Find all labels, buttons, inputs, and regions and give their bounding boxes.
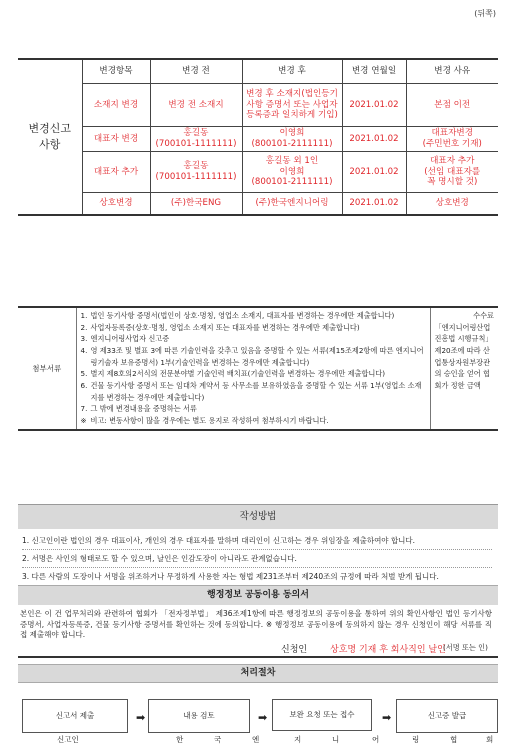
actor-char: 협 xyxy=(450,735,458,744)
actor-char: 회 xyxy=(486,735,494,744)
header-date: 변경 연월일 xyxy=(342,59,406,84)
table-row xyxy=(18,152,498,193)
writing-method-title: 작성방법 xyxy=(18,504,498,529)
actor-char: 지 xyxy=(294,735,302,744)
list-item: 1. 법인 등기사항 증명서(법인이 상호·명칭, 영업소 소재지, 대표자를 변경하는 경우에만 제출합니다) xyxy=(80,311,395,320)
reason-cell: 상호변경 xyxy=(406,193,498,216)
table-row xyxy=(18,84,498,127)
date-cell: 2021.01.02 xyxy=(342,84,406,127)
signer-suffix: (서명 또는 인) xyxy=(443,643,488,652)
before-cell: (주)한국ENG xyxy=(150,193,242,216)
actor-applicant: 신고인 xyxy=(57,735,79,744)
list-item: 4. 영 제33조 및 별표 3에 따른 기술인력을 갖추고 있음을 증명할 수 있는 서류(제15조제2항에 따른 엔지니어링기술자 보유증명서) 1부(기술인력을 변경하는 경우에만 제출합니다) xyxy=(80,345,424,367)
writing-note: 2. 서명은 사인의 형태로도 할 수 있으며, 날인은 인감도장이 아니라도 관계없습니다. xyxy=(22,553,492,568)
consent-title: 행정정보 공동이용 동의서 xyxy=(18,585,498,605)
signer-label: 신청인 xyxy=(281,645,308,655)
reason-cell: 대표자변경 (주민번호 기재) xyxy=(406,127,498,152)
consent-text: 본인은 이 건 업무처리와 관련하여 협회가 「전자정부법」 제36조제1항에 따른 행정정보의 공동이용을 통하여 위의 확인사항인 법인 등기사항 증명서, 사업자등록증, 건물 등기사항 증명서를 확인하는 것에 동의합니다. ※ 행정정보 공동이용에 동의하지 않는 경우 신청인이 해당 서류를 직접 제출해야 합니다. xyxy=(20,609,492,640)
writing-note: 3. 다른 사람의 도장이나 서명을 위조하거나 무정하게 사용한 자는 형법 제231조부터 제240조의 규정에 따라 처벌 받게 됩니다. xyxy=(22,572,439,581)
actor-char: 국 xyxy=(214,735,222,744)
arrow-right-icon: ➡ xyxy=(136,711,146,724)
actor-char: 어 xyxy=(372,735,380,744)
process-title: 처리절차 xyxy=(18,664,498,683)
actor-char: 링 xyxy=(412,735,420,744)
item-cell: 대표자 추가 xyxy=(82,152,150,193)
fee-text: 「엔지니어링산업진흥법 시행규칙」 제20조에 따라 산업통상자원부장관의 승인을 얻어 협회가 정한 금액 xyxy=(434,322,493,390)
attachments-label: 첨부서류 xyxy=(18,307,76,430)
process-step-submit: 신고서 제출 xyxy=(22,699,128,733)
item-cell: 상호변경 xyxy=(82,193,150,216)
fee-title: 수수료 xyxy=(473,311,494,320)
process-step-supplement: 보완 요청 또는 접수 xyxy=(272,699,372,731)
fee-cell xyxy=(430,307,498,430)
date-cell: 2021.01.02 xyxy=(342,127,406,152)
date-cell: 2021.01.02 xyxy=(342,193,406,216)
process-step-review: 내용 검토 xyxy=(148,699,250,733)
change-table xyxy=(18,58,498,216)
list-item: 3. 엔지니어링사업자 신고증 xyxy=(80,334,170,344)
arrow-right-icon: ➡ xyxy=(382,711,392,724)
actor-char: 니 xyxy=(332,735,340,744)
after-cell: 홍길동 외 1인 이영희 (800101-2111111) xyxy=(242,152,342,193)
reason-cell: 대표자 추가 (선임 대표자를 꼭 명시할 것) xyxy=(406,152,498,193)
signer-value: 상호명 기재 후 회사직인 날인 xyxy=(330,645,446,655)
header-item: 변경항목 xyxy=(82,59,150,84)
item-cell: 소재지 변경 xyxy=(82,84,150,127)
table-row xyxy=(18,193,498,216)
after-cell: (주)한국엔지니어링 xyxy=(242,193,342,216)
actor-char: 엔 xyxy=(252,735,260,744)
item-cell: 대표자 변경 xyxy=(82,127,150,152)
list-item: 6. 건물 등기사항 증명서 또는 임대차 계약서 등 사무소를 보유하였음을 증명할 수 있는 서류 1부(영업소 소재지를 변경하는 경우에만 제출합니다) xyxy=(80,380,422,402)
list-item: 7. 그 밖에 변경내용을 증명하는 서류 xyxy=(80,404,197,414)
after-cell: 이영희 (800101-2111111) xyxy=(242,127,342,152)
attachments-table xyxy=(18,306,498,431)
before-cell: 변경 전 소재지 xyxy=(150,84,242,127)
writing-note: 1. 신고인이란 법인의 경우 대표이사, 개인의 경우 대표자를 말하며 대리인이 신고하는 경우 위임장을 제출하여야 합니다. xyxy=(22,535,492,550)
signer-line xyxy=(18,640,498,658)
process-step-issue: 신고증 발급 xyxy=(396,699,498,733)
header-after: 변경 후 xyxy=(242,59,342,84)
change-section-label: 변경신고 사항 xyxy=(18,59,82,215)
page-side-label: (뒤쪽) xyxy=(474,9,496,18)
after-cell: 변경 후 소재지(법인등기 사항 증명서 또는 사업자 등록증과 일치하게 기입) xyxy=(242,84,342,127)
reason-cell: 본점 이전 xyxy=(406,84,498,127)
list-item: ※ 비고: 변동사항이 많을 경우에는 별도 용지로 작성하여 첨부하시기 바랍니다. xyxy=(80,415,329,425)
header-before: 변경 전 xyxy=(150,59,242,84)
list-item: 2. 사업자등록증(상호·명칭, 영업소 소재지 또는 대표자를 변경하는 경우에만 제출합니다) xyxy=(80,322,360,332)
writing-notes xyxy=(22,531,492,581)
arrow-right-icon: ➡ xyxy=(258,711,268,724)
actor-char: 한 xyxy=(176,735,184,744)
before-cell: 홍길동 (700101-1111111) xyxy=(150,152,242,193)
table-row xyxy=(18,127,498,152)
date-cell: 2021.01.02 xyxy=(342,152,406,193)
list-item: 5. 별지 제8호의2서식의 전문분야별 기술인력 배치표(기술인력을 변경하는 경우에만 제출합니다) xyxy=(80,369,386,379)
before-cell: 홍길동 (700101-1111111) xyxy=(150,127,242,152)
header-reason: 변경 사유 xyxy=(406,59,498,84)
attachments-list xyxy=(76,307,430,430)
